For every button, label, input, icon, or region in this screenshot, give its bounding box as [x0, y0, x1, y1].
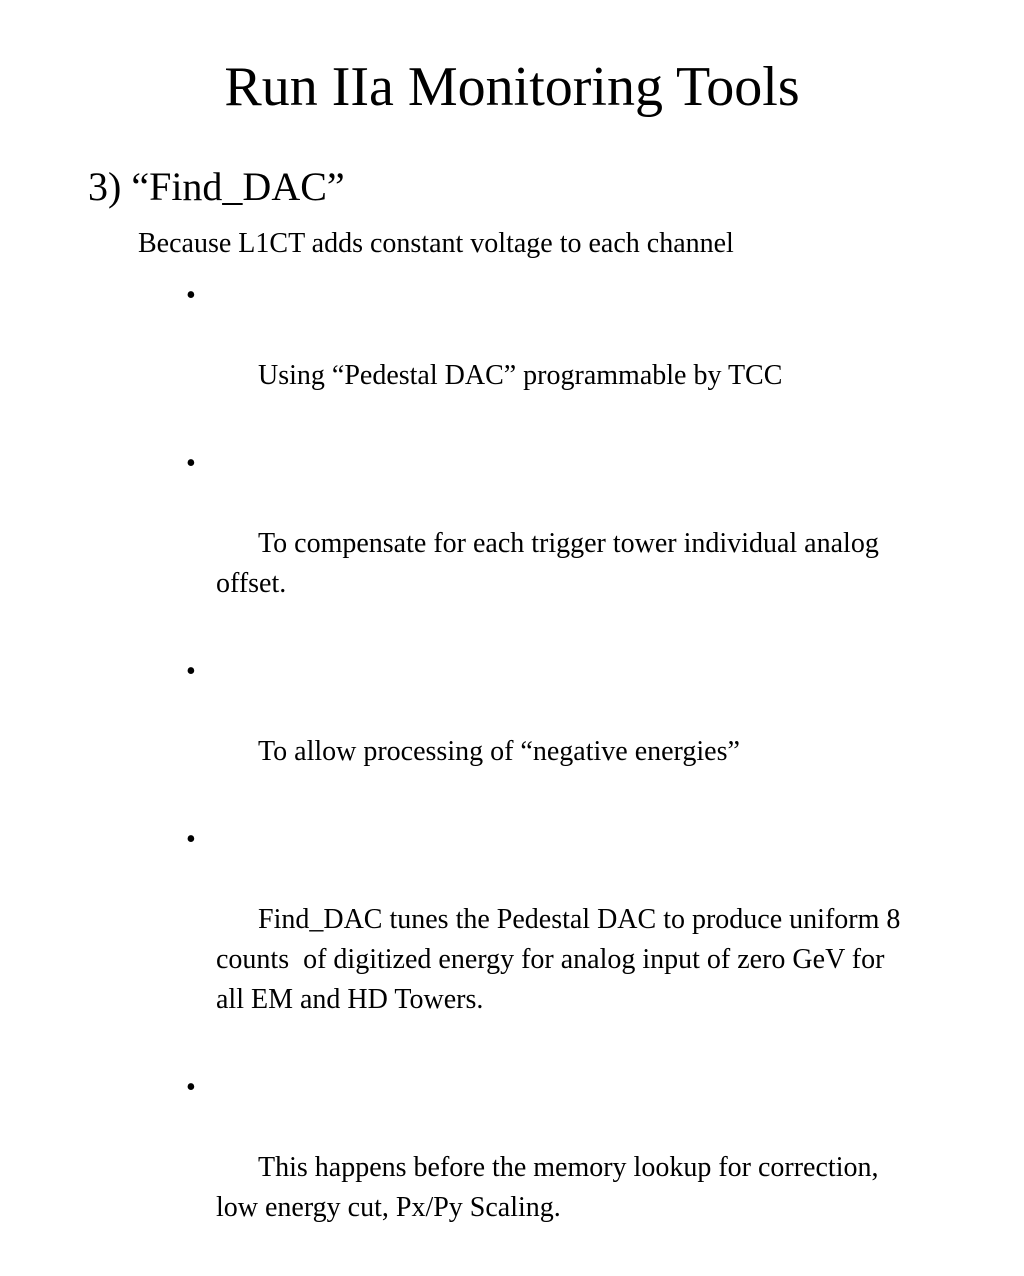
bullet-item — [186, 652, 906, 812]
bullet-text: Using “Pedestal DAC” programmable by TCC — [258, 360, 783, 391]
bullet-item — [186, 276, 906, 436]
bullet-item — [186, 820, 906, 1060]
bullet-text: To compensate for each trigger tower individual analog offset. — [216, 528, 886, 599]
bullet-item — [186, 1068, 906, 1268]
bullet-item — [186, 444, 906, 644]
section-subheading: Because L1CT adds constant voltage to each channel — [138, 228, 734, 259]
bullet-text: This happens before the memory lookup for correction, low energy cut, Px/Py Scaling. — [216, 1152, 886, 1223]
bullet-text: To allow processing of “negative energies” — [258, 736, 740, 767]
section-heading: 3) “Find_DAC” — [88, 164, 345, 209]
bullet-icon: • — [186, 280, 196, 311]
bullet-icon: • — [186, 448, 196, 479]
bullet-list — [186, 276, 906, 1276]
bullet-icon: • — [186, 656, 196, 687]
bullet-text: Find_DAC tunes the Pedestal DAC to produce uniform 8 counts of digitized energy for analog input of zero GeV for all EM and HD Towers. — [216, 904, 908, 1015]
bullet-icon: • — [186, 824, 196, 855]
slide-title: Run IIa Monitoring Tools — [224, 56, 800, 118]
bullet-icon: • — [186, 1072, 196, 1103]
